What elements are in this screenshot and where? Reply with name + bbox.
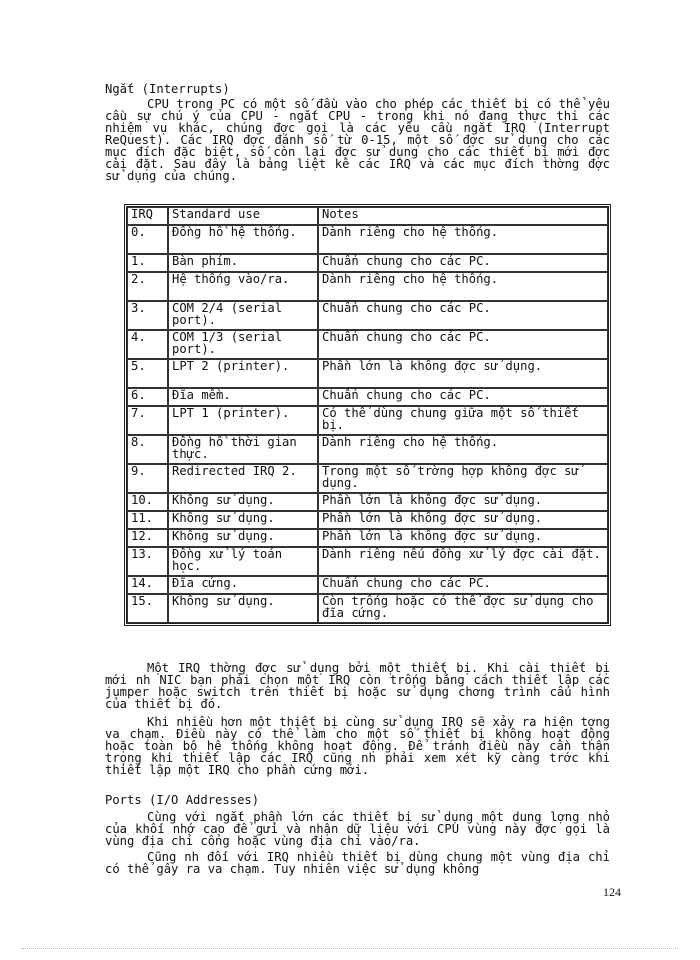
header-irq: IRQ: [127, 207, 168, 225]
table-row: [127, 547, 608, 576]
standard-use: COM 2/4 (serial port).: [168, 301, 318, 330]
standard-use: Không sử dụng.: [168, 529, 318, 547]
irq-number: 5.: [127, 359, 168, 388]
notes: Phần lớn là không đợc sử dụng.: [318, 359, 608, 388]
table-row: [127, 576, 608, 594]
irq-number: 10.: [127, 493, 168, 511]
page-bottom-divider: [22, 948, 678, 949]
standard-use: LPT 2 (printer).: [168, 359, 318, 388]
notes: Dành riêng cho hệ thống.: [318, 435, 608, 464]
irq-number: 4.: [127, 330, 168, 359]
notes: Phần lớn là không đợc sử dụng.: [318, 529, 608, 547]
table-row: [127, 529, 608, 547]
irq-number: 12.: [127, 529, 168, 547]
notes: Dành riêng nếu đồng xử lý đợc cài đặt.: [318, 547, 608, 576]
notes: Trong một số trờng hợp không đợc sử dụng.: [318, 464, 608, 493]
header-notes: Notes: [318, 207, 608, 225]
table-row: [127, 330, 608, 359]
irq-number: 1.: [127, 254, 168, 272]
table-row: [127, 254, 608, 272]
standard-use: Bàn phím.: [168, 254, 318, 272]
intro-paragraph: CPU trong PC có một số đầu vào cho phép các thiết bị có thể yêu cầu sự chú ý của CPU - ngắt CPU - trong khi nó đang thực thi các nhiệm vụ khác, chúng đợc gọi là các yêu cầu ngắt IRQ (Interrupt ReQuest). Các IRQ đợc đánh số từ 0-15, một số đợc sử dụng cho các mục đích đặc biệt, số còn lại đợc sử dụng cho các thiết bị mới đợc cài đặt. Sau đây là bảng liệt kê các IRQ và các mục đích thờng đợc sử dụng của chúng.: [105, 97, 610, 183]
notes: Phần lớn là không đợc sử dụng.: [318, 493, 608, 511]
notes: Có thể dùng chung giữa một số thiết bị.: [318, 406, 608, 435]
table-row: [127, 464, 608, 493]
standard-use: Hệ thống vào/ra.: [168, 272, 318, 301]
irq-usage-paragraph: Một IRQ thờng đợc sử dụng bởi một thiết bị. Khi cài thiết bị mới nh NIC bạn phải chọn một IRQ còn trống bằng cách thiết lập các jumper hoặc switch trên thiết bị hoặc sử dụng chơng trình cấu hình của thiết bị đó.: [105, 661, 610, 711]
table-row: [127, 225, 608, 254]
irq-number: 6.: [127, 388, 168, 406]
irq-number: 8.: [127, 435, 168, 464]
irq-number: 14.: [127, 576, 168, 594]
standard-use: Không sử dụng.: [168, 511, 318, 529]
standard-use: Không sử dụng.: [168, 594, 318, 623]
table-header-row: [127, 207, 608, 225]
irq-number: 0.: [127, 225, 168, 254]
header-standard-use: Standard use: [168, 207, 318, 225]
notes: Chuẩn chung cho các PC.: [318, 301, 608, 330]
ports-paragraph: Cùng với ngắt phần lớn các thiết bị sử dụng một dung lợng nhỏ của khối nhớ cao để gửi và nhận dữ liệu với CPU vùng này đợc gọi là vùng địa chỉ cổng hoặc vùng địa chỉ vào/ra.: [105, 810, 610, 848]
notes: Chuẩn chung cho các PC.: [318, 254, 608, 272]
standard-use: Đĩa cứng.: [168, 576, 318, 594]
standard-use: Đồng hồ hệ thống.: [168, 225, 318, 254]
ports-conflict-paragraph: Cũng nh đối với IRQ nhiều thiết bị dùng chung một vùng địa chỉ có thể gây ra va chạm. Tuy nhiên việc sử dụng không: [105, 850, 610, 876]
table-row: [127, 388, 608, 406]
notes: Chuẩn chung cho các PC.: [318, 576, 608, 594]
section-heading-ports: Ports (I/O Addresses): [105, 793, 260, 807]
standard-use: Đĩa mềm.: [168, 388, 318, 406]
notes: Dành riêng cho hệ thống.: [318, 225, 608, 254]
irq-table: [124, 204, 611, 626]
notes: Còn trống hoặc có thể đợc sử dụng cho đĩa cứng.: [318, 594, 608, 623]
notes: Phần lớn là không đợc sử dụng.: [318, 511, 608, 529]
table-row: [127, 435, 608, 464]
table-row: [127, 493, 608, 511]
notes: Chuẩn chung cho các PC.: [318, 388, 608, 406]
irq-number: 13.: [127, 547, 168, 576]
standard-use: Đồng hồ thời gian thực.: [168, 435, 318, 464]
irq-conflict-paragraph: Khi nhiều hơn một thiết bị cùng sử dụng IRQ sẽ xảy ra hiện tợng va chạm. Điều này có thể làm cho một số thiết bị không hoạt động hoặc toàn bộ hệ thống không hoạt động. Để tránh điều này cần thận trọng khi thiết lập các IRQ cũng nh phải xem xét kỹ càng trớc khi thiết lập một IRQ cho phần cứng mới.: [105, 715, 610, 777]
standard-use: Không sử dụng.: [168, 493, 318, 511]
irq-number: 15.: [127, 594, 168, 623]
notes: Chuẩn chung cho các PC.: [318, 330, 608, 359]
standard-use: LPT 1 (printer).: [168, 406, 318, 435]
table-row: [127, 406, 608, 435]
irq-number: 2.: [127, 272, 168, 301]
table-row: [127, 301, 608, 330]
standard-use: Redirected IRQ 2.: [168, 464, 318, 493]
irq-number: 9.: [127, 464, 168, 493]
irq-number: 7.: [127, 406, 168, 435]
page-number: 124: [603, 885, 621, 899]
table-row: [127, 359, 608, 388]
table-row: [127, 511, 608, 529]
section-heading-interrupts: Ngắt (Interrupts): [105, 82, 230, 96]
standard-use: Đồng xử lý toán học.: [168, 547, 318, 576]
notes: Dành riêng cho hệ thống.: [318, 272, 608, 301]
irq-number: 11.: [127, 511, 168, 529]
table-row: [127, 272, 608, 301]
irq-number: 3.: [127, 301, 168, 330]
standard-use: COM 1/3 (serial port).: [168, 330, 318, 359]
table-row: [127, 594, 608, 623]
